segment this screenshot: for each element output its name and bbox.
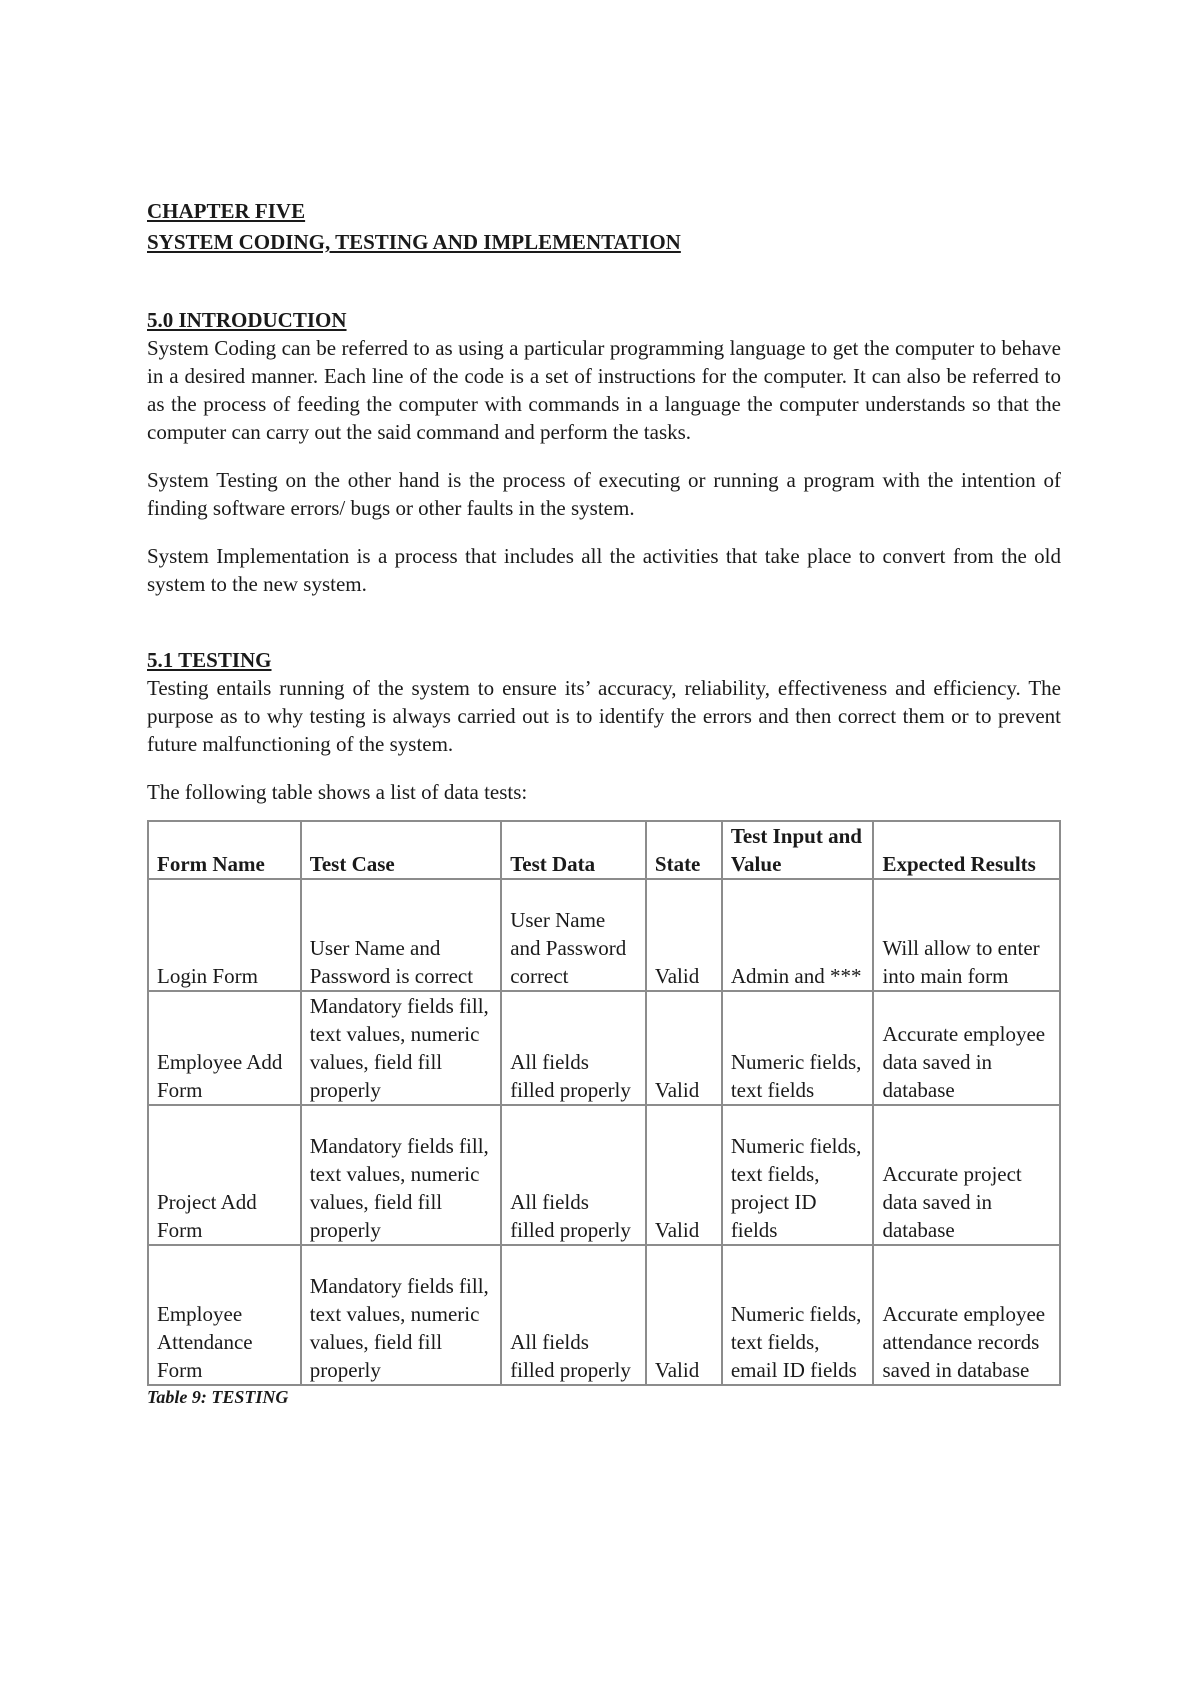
cell-test-case: User Name and Password is correct (301, 879, 501, 991)
testing-paragraph-2: The following table shows a list of data tests: (147, 780, 528, 804)
cell-test-data: All fields filled properly (501, 1105, 646, 1245)
cell-test-input: Admin and *** (722, 879, 874, 991)
cell-form-name: Employee Add Form (148, 991, 301, 1105)
cell-expected-results: Accurate employee attendance records saved in database (873, 1245, 1060, 1385)
header-expected-results: Expected Results (873, 821, 1060, 879)
cell-test-input: Numeric fields, text fields (722, 991, 874, 1105)
cell-expected-results: Accurate employee data saved in database (873, 991, 1060, 1105)
intro-paragraph-2: System Testing on the other hand is the process of executing or running a program with the intention of finding software errors/ bugs or other faults in the system. (147, 468, 1061, 520)
cell-test-data: User Name and Password correct (501, 879, 646, 991)
table-row (148, 879, 1060, 991)
table-row (148, 1245, 1060, 1385)
table-header-row (148, 821, 1060, 879)
header-form-name: Form Name (148, 821, 301, 879)
cell-test-case: Mandatory fields fill, text values, numeric values, field fill properly (301, 991, 501, 1105)
cell-test-data: All fields filled properly (501, 1245, 646, 1385)
intro-heading: 5.0 INTRODUCTION (147, 308, 347, 332)
testing-table (147, 820, 1061, 1386)
chapter-number-title: CHAPTER FIVE (147, 199, 306, 223)
table-row (148, 1105, 1060, 1245)
cell-state: Valid (646, 879, 722, 991)
header-test-data: Test Data (501, 821, 646, 879)
testing-heading: 5.1 TESTING (147, 648, 272, 672)
cell-state: Valid (646, 1245, 722, 1385)
document-page (147, 196, 1061, 1408)
table-row (148, 991, 1060, 1105)
cell-test-data: All fields filled properly (501, 991, 646, 1105)
header-test-case: Test Case (301, 821, 501, 879)
cell-state: Valid (646, 991, 722, 1105)
header-state: State (646, 821, 722, 879)
cell-form-name: Login Form (148, 879, 301, 991)
cell-form-name: Employee Attendance Form (148, 1245, 301, 1385)
cell-test-case: Mandatory fields fill, text values, numeric values, field fill properly (301, 1105, 501, 1245)
cell-expected-results: Will allow to enter into main form (873, 879, 1060, 991)
testing-paragraph-1: Testing entails running of the system to ensure its’ accuracy, reliability, effectiveness and efficiency. The purpose as to why testing is always carried out is to identify the errors and then correct them or to prevent future malfunctioning of the system. (147, 676, 1061, 756)
chapter-title: SYSTEM CODING, TESTING AND IMPLEMENTATION (147, 230, 681, 254)
table-caption: Table 9: TESTING (147, 1387, 289, 1407)
header-test-input: Test Input and Value (722, 821, 874, 879)
intro-paragraph-1: System Coding can be referred to as using a particular programming language to get the computer to behave in a desired manner. Each line of the code is a set of instructions for the computer. It can also be referred to as the process of feeding the computer with commands in a language the computer understands so that the computer can carry out the said command and perform the tasks. (147, 336, 1061, 444)
cell-expected-results: Accurate project data saved in database (873, 1105, 1060, 1245)
cell-state: Valid (646, 1105, 722, 1245)
intro-paragraph-3: System Implementation is a process that includes all the activities that take place to convert from the old system to the new system. (147, 544, 1061, 596)
cell-test-input: Numeric fields, text fields, email ID fields (722, 1245, 874, 1385)
cell-test-input: Numeric fields, text fields, project ID fields (722, 1105, 874, 1245)
cell-form-name: Project Add Form (148, 1105, 301, 1245)
cell-test-case: Mandatory fields fill, text values, numeric values, field fill properly (301, 1245, 501, 1385)
